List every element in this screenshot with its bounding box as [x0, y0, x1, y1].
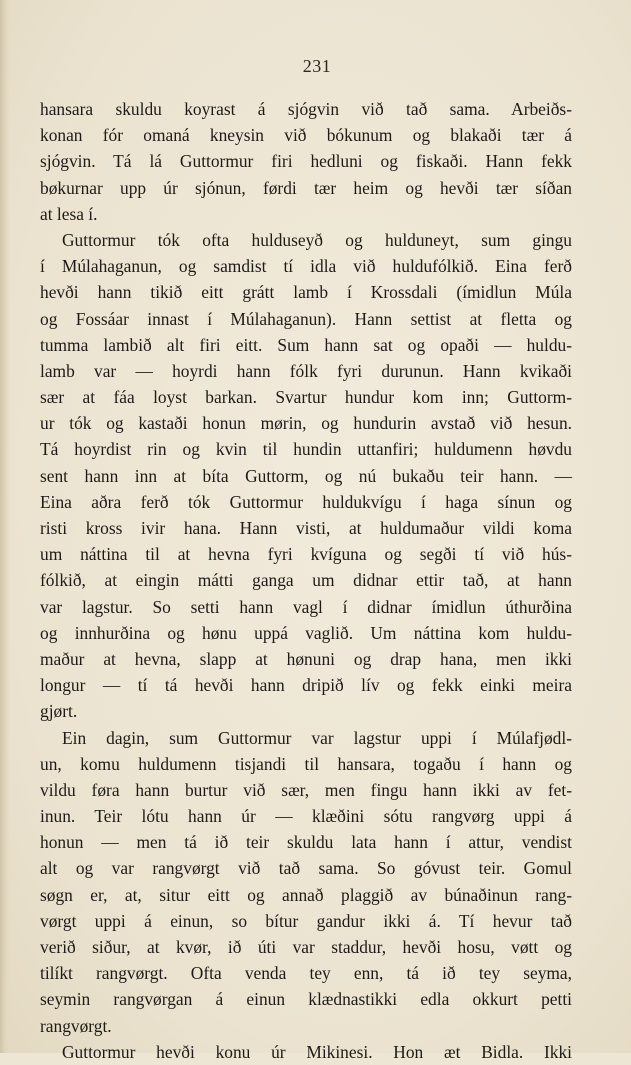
text-line: verið siður, at kvør, ið úti var staddur, hevði hosu, vøtt og [40, 937, 572, 957]
text-line: ur tók og kastaði honun mørin, og hundurin avstað við hesun. [40, 413, 572, 434]
text-line: Guttormur tók ofta hulduseyð og hulduneyt, sum gingu [62, 229, 572, 250]
text-line: var lagstur. So setti hann vagl í didnar ímidlun úthurðina [40, 596, 572, 617]
text-line: un, komu huldumenn tisjandi til hansara, togaðu í hann og [40, 753, 572, 774]
text-line: vildu føra hann burtur við sær, men fingu hann ikki av fet- [40, 779, 572, 800]
text-line: sær at fáa loyst barkan. Svartur hundur kom inn; Guttorm- [40, 387, 572, 408]
text-line: tumma lambið alt firi eitt. Sum hann sat og opaði — huldu- [40, 334, 572, 355]
text-line: Eina aðra ferð tók Guttormur huldukvígu í haga sínun og [40, 491, 572, 512]
text-line: rangvørgt. [40, 1015, 112, 1036]
text-line: hevði hann tikið eitt grátt lamb í Krossdali (ímidlun Múla [40, 282, 572, 303]
text-line: um náttina til at hevna fyri kvíguna og segði tí við hús- [40, 544, 572, 565]
text-line: lamb var — hoyrdi hann fólk fyri durunun. Hann kvikaði [40, 360, 572, 381]
text-line: og innhurðina og hønu uppá vaglið. Um náttina kom huldu- [40, 622, 572, 643]
text-line: í Múlahaganun, og samdist tí idla við huldufólkið. Eina ferð [40, 256, 572, 277]
text-line: og Fossáar innast í Múlahaganun). Hann settist at fletta og [40, 308, 572, 329]
text-line: Ein dagin, sum Guttormur var lagstur uppi í Múlafjødl- [62, 727, 572, 748]
text-line: seymin rangvørgan á einun klædnastikki edla okkurt petti [40, 989, 572, 1010]
body-text [40, 96, 572, 1065]
text-line: gjørt. [40, 701, 78, 722]
text-line: maður at hevna, slapp at hønuni og drap hana, men ikki [40, 648, 572, 669]
text-line: longur — tí tá hevði hann dripið lív og fekk einki meira [40, 675, 572, 696]
text-line: tilíkt rangvørgt. Ofta venda tey enn, tá ið tey seyma, [40, 963, 572, 984]
text-line: bøkurnar upp úr sjónun, førdi tær heim og hevði tær síðan [40, 177, 572, 198]
page-spine-edge [0, 0, 10, 1053]
text-line: Guttormur hevði konu úr Mikinesi. Hon æt Bidla. Ikki [62, 1041, 572, 1062]
text-line: søgn er, at, situr eitt og annað plaggið av búnaðinun rang- [40, 884, 572, 905]
text-line: vørgt uppi á einun, so bítur gandur ikki á. Tí hevur tað [40, 910, 572, 931]
text-line: risti kross ivir hana. Hann visti, at huldumaður vildi koma [40, 518, 572, 538]
text-line: fólkið, at eingin mátti ganga um didnar ettir tað, at hann [40, 570, 572, 591]
text-line: konan fór omaná kneysin við bókunum og blakaði tær á [40, 125, 572, 146]
text-line: sent hann inn at bíta Guttorm, og nú bukaðu teir hann. — [40, 465, 572, 486]
text-line: Tá hoyrdist rin og kvin til hundin uttanfiri; huldumenn høvdu [40, 439, 572, 460]
text-line: sjógvin. Tá lá Guttormur firi hedluni og fiskaði. Hann fekk [40, 151, 572, 172]
text-line: at lesa í. [40, 203, 98, 224]
text-line: alt og var rangvørgt við tað sama. So góvust teir. Gomul [40, 858, 572, 879]
text-line: hansara skuldu koyrast á sjógvin við tað sama. Arbeiðs- [40, 99, 572, 119]
text-line: inun. Teir lótu hann úr — klæðini sótu rangvørg uppi á [40, 806, 572, 827]
page-number: 231 [302, 56, 332, 76]
text-line: honun — men tá ið teir skuldu lata hann í attur, vendist [40, 832, 572, 853]
